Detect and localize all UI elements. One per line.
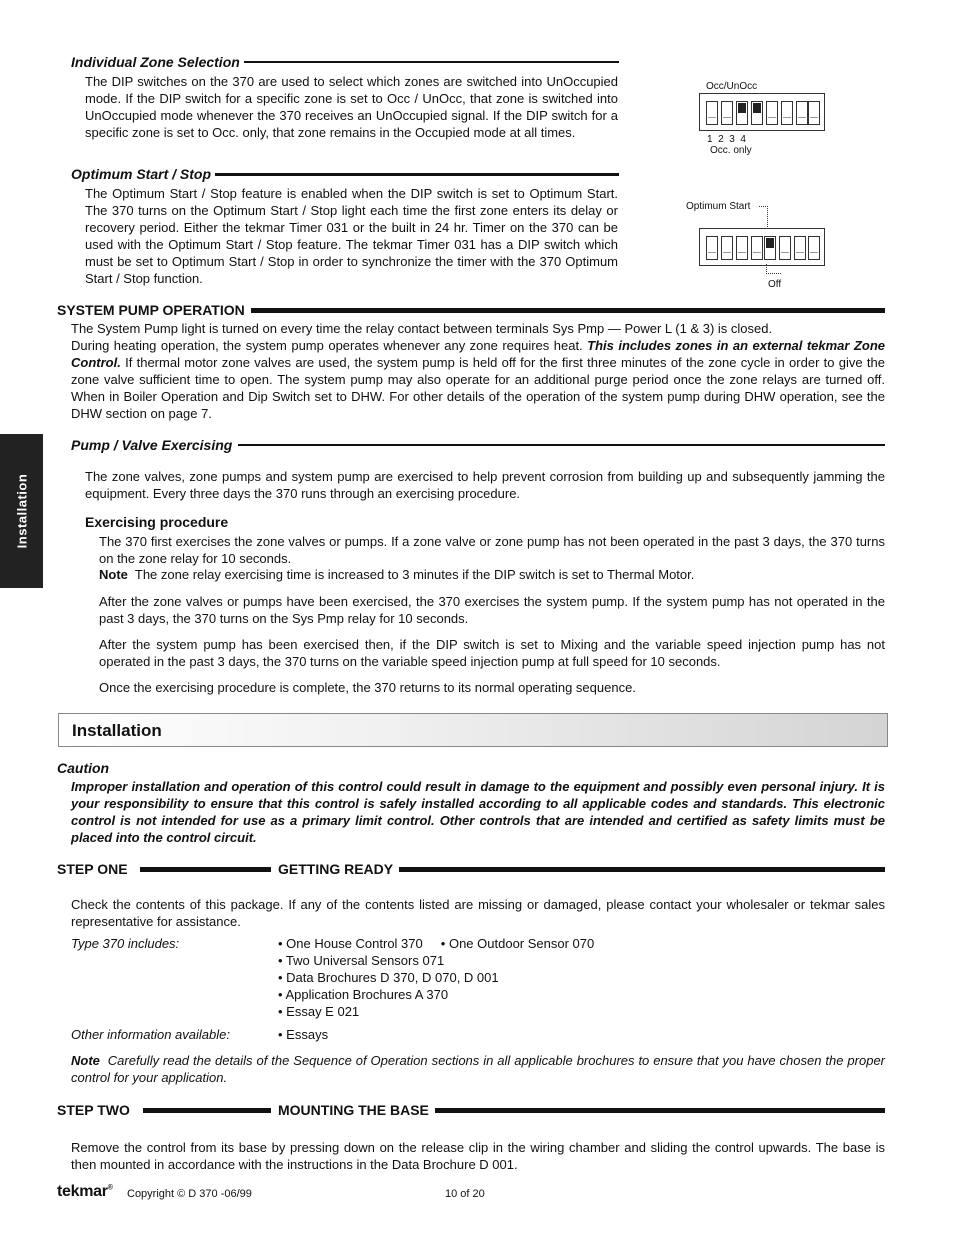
step-two-label: STEP TWO [57, 1102, 130, 1118]
footer-page-number: 10 of 20 [445, 1188, 485, 1200]
dip1-bottom-label: Occ. only [710, 145, 752, 156]
optimum-text: The Optimum Start / Stop feature is enabled when the DIP switch is set to Optimum Start. The 370 turns on the Optimum Start / Stop light each time the first zone enters its delay or recovery period. Either the tekmar Timer 031 or the built in 24 hr. Timer on the 370 can be used with the Optimum Start / Stop feature. The tekmar Timer 031 has a DIP switch which must be set to Optimum Start / Stop in order to synchronize the timer with the 370 Optimum Start / Stop function. [85, 186, 618, 286]
dip2-top-label: Optimum Start [686, 201, 751, 212]
includes-label: Type 370 includes: [71, 936, 180, 951]
caution-heading: Caution [57, 760, 110, 776]
list-item: • One House Control 370 • One Outdoor Sensor 070 [278, 936, 595, 951]
step-two-rule [143, 1108, 271, 1113]
exercising-procedure-heading: Exercising procedure [85, 514, 229, 530]
step-two-title: MOUNTING THE BASE [278, 1102, 885, 1118]
step-one-title: GETTING READY [278, 861, 885, 877]
list-item: • Essay E 021 [278, 1004, 360, 1019]
optimum-heading: Optimum Start / Stop [71, 166, 619, 182]
exercising-heading: Pump / Valve Exercising [71, 437, 885, 453]
caution-text: Improper installation and operation of this control could result in damage to the equipment and possibly even personal injury. It is your responsibility to ensure that this control is safely installed according to all applicable codes and standards. This electronic control is not intended for use as a primary limit control. Other controls that are intended and certified as safety limits must be placed into the control circuit. [71, 779, 885, 845]
system-pump-line1: The System Pump light is turned on every time the relay contact between terminals Sys Pmp — Power L (1 & 3) is closed. [71, 321, 773, 336]
dip2-leader-off [766, 264, 781, 274]
list-item: • Application Brochures A 370 [278, 987, 449, 1002]
zone-selection-text: The DIP switches on the 370 are used to select which zones are switched into UnOccupied mode. If the DIP switch for a specific zone is set to Occ / UnOcc, that zone is switched into UnOccupied mode whenever the 370 receives an UnOccupied signal. If the DIP switch for a specific zone is set to Occ. only, that zone remains in the Occupied mode at all times. [85, 74, 618, 140]
dip-switch-optimum [699, 228, 825, 266]
step-one-note: Note Carefully read the details of the Sequence of Operation sections in all applicable brochures to ensure that you have chosen the proper control for your application. [71, 1053, 885, 1085]
installation-title-bar: Installation [58, 713, 888, 747]
exercising-p4: Once the exercising procedure is complete, the 370 returns to its normal operating sequence. [99, 680, 636, 695]
dip1-numbers: 1 2 3 4 [707, 134, 746, 145]
step-two-text: Remove the control from its base by pressing down on the release clip in the wiring chamber and sliding the control upwards. The base is then mounted in accordance with the instructions in the Data Brochure D 001. [71, 1140, 885, 1172]
exercising-p1: The 370 first exercises the zone valves or pumps. If a zone valve or zone pump has not been operated in the past 3 days, the 370 turns on the zone relay for 10 seconds. [99, 534, 885, 566]
list-item: • Two Universal Sensors 071 [278, 953, 445, 968]
dip1-top-label: Occ/UnOcc [706, 81, 758, 92]
step-one-label: STEP ONE [57, 861, 128, 877]
dip2-bottom-label: Off [768, 279, 782, 290]
zone-selection-heading: Individual Zone Selection [71, 54, 619, 70]
exercising-p3: After the system pump has been exercised then, if the DIP switch is set to Mixing and the variable speed injection pump has not operated in the past 3 days, the 370 turns on the variable speed injection pump at full speed for 10 seconds. [99, 637, 885, 669]
step-one-text: Check the contents of this package. If any of the contents listed are missing or damaged, please contact your wholesaler or tekmar sales representative for assistance. [71, 897, 885, 929]
exercising-note: Note The zone relay exercising time is increased to 3 minutes if the DIP switch is set to Thermal Motor. [99, 567, 695, 582]
tekmar-logo: tekmar® [57, 1183, 113, 1200]
exercising-p2: After the zone valves or pumps have been exercised, the 370 exercises the system pump. If the system pump has not operated in the past 3 days, the 370 turns on the Sys Pmp relay for 10 seconds. [99, 594, 885, 626]
dip2-leader [759, 206, 768, 229]
installation-side-tab: Installation [0, 434, 43, 588]
system-pump-heading: SYSTEM PUMP OPERATION [57, 302, 885, 318]
dip-switch-zone [699, 93, 825, 131]
footer-copyright: Copyright © D 370 -06/99 [127, 1188, 252, 1200]
exercising-intro: The zone valves, zone pumps and system pump are exercised to help prevent corrosion from building up and subsequently jamming the equipment. Every three days the 370 runs through an exercising procedure. [85, 469, 885, 501]
system-pump-text: During heating operation, the system pump operates whenever any zone requires heat. This includes zones in an external tekmar Zone Control. If thermal motor zone valves are used, the system pump is held off for the first three minutes of the zone cycle in order to give the zone valve sufficient time to open. The system pump may also operate for an additional purge period once the zone relays are turned off. When in Boiler Operation and Dip Switch set to DHW. For other details of the operation of the system pump during DHW operation, see the DHW section on page 7. [71, 338, 885, 421]
other-info-item: • Essays [278, 1027, 329, 1042]
list-item: • Data Brochures D 370, D 070, D 001 [278, 970, 499, 985]
step-one-rule [140, 867, 271, 872]
includes-list [278, 935, 778, 1020]
other-info-label: Other information available: [71, 1027, 230, 1042]
